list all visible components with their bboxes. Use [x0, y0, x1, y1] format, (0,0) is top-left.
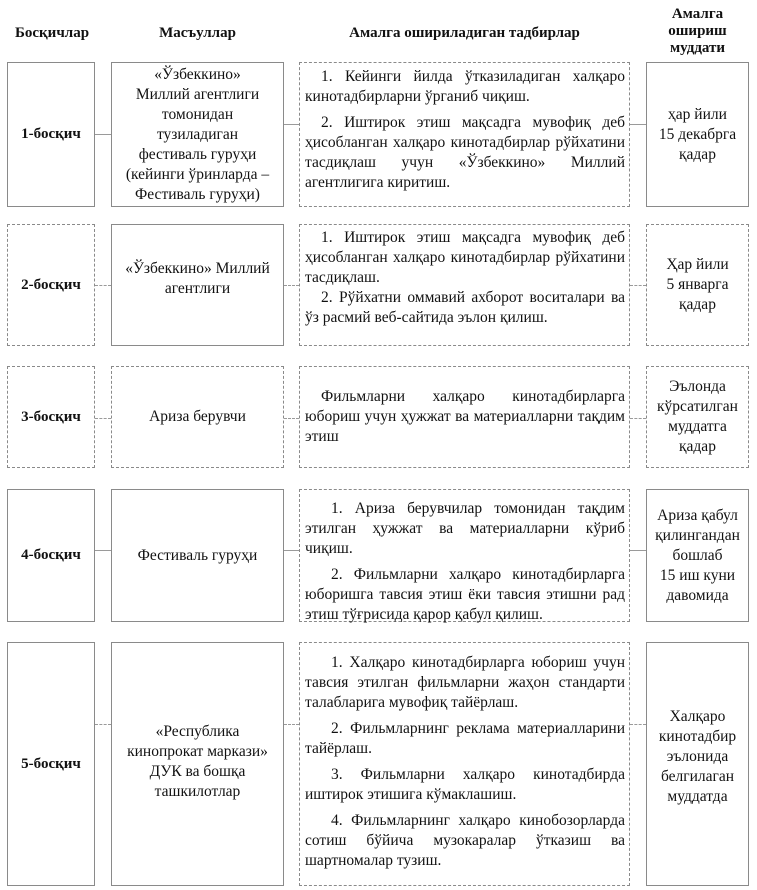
- deadline-line: кўрсатилган: [657, 398, 738, 415]
- action-item: 2. Фильмларни халқаро кинотадбирларга юборишга тавсия этиш ёки тавсия этишни рад этиш тўғрисида қарор қабул қилиш.: [305, 566, 625, 623]
- responsible-line: Фестиваль гуруҳи): [135, 185, 260, 203]
- responsible-line: «Ўзбеккино» Миллий: [125, 260, 270, 277]
- deadline-line: Эълонда: [669, 378, 726, 395]
- deadline-line: муддатга: [668, 418, 727, 435]
- deadline-line: 15 иш куни: [659, 566, 736, 584]
- deadline-line: бошлаб: [672, 546, 723, 564]
- deadline-line: 15 декабрга: [658, 125, 737, 143]
- deadline-line: белгилаган: [660, 768, 735, 785]
- responsible-text: [125, 722, 270, 802]
- header-deadline-line: ошириш: [668, 23, 727, 39]
- actions-text: [300, 225, 629, 328]
- responsible-text: [136, 546, 260, 566]
- connector-line: [284, 550, 299, 551]
- connector-line: [630, 550, 646, 551]
- connector-line: [630, 724, 646, 725]
- connector-line: [630, 418, 646, 419]
- header-deadline: [640, 6, 755, 57]
- stage-label: 5-босқич: [21, 755, 81, 772]
- deadline-line: ҳар йили: [668, 105, 727, 123]
- actions-text: [300, 643, 629, 871]
- stage-box: [7, 489, 95, 622]
- actions-text: [300, 387, 629, 447]
- connector-line: [284, 724, 299, 725]
- header-stages: Босқичлар: [14, 25, 90, 41]
- responsible-text: [124, 65, 271, 205]
- deadline-line: Ариза қабул: [657, 506, 738, 524]
- responsible-text: [123, 259, 272, 299]
- action-item: 1. Кейинги йилда ўтказиладиган халқаро кинотадбирларни ўрганиб чиқиш.: [305, 68, 625, 105]
- deadline-text: [664, 255, 730, 315]
- header-deadline-line: Амалга: [671, 6, 724, 22]
- action-item: Фильмларни халқаро кинотадбирларга юбориш учун ҳужжат ва материалларни тақдим этиш: [305, 388, 625, 445]
- responsible-line: томонидан: [161, 105, 234, 123]
- deadline-text: [653, 506, 742, 606]
- connector-line: [95, 550, 111, 551]
- responsible-line: (кейинги ўринларда –: [125, 165, 270, 183]
- responsible-box: [111, 489, 284, 622]
- deadline-box: [646, 642, 749, 886]
- responsible-line: Ариза берувчи: [149, 408, 246, 425]
- connector-line: [284, 418, 299, 419]
- header-responsible: Масъуллар: [159, 25, 236, 41]
- deadline-line: Халқаро: [669, 708, 726, 725]
- stage-box: [7, 62, 95, 207]
- stage-box: [7, 642, 95, 886]
- deadline-text: [657, 105, 738, 165]
- action-item: 1. Иштирок этиш мақсадга мувофиқ деб ҳисобланган халқаро кинотадбирлар рўйхатини тасдиқлаш.: [305, 229, 625, 286]
- deadline-line: Ҳар йили: [666, 256, 729, 273]
- deadline-line: қадар: [679, 438, 716, 455]
- responsible-line: Миллий агентлиги: [135, 85, 260, 103]
- actions-box: [299, 366, 630, 468]
- action-item: 4. Фильмларнинг халқаро кинобозорларда сотиш бўйича музокаралар ўтказиш ва шартномалар тузиш.: [305, 812, 625, 869]
- deadline-line: давомида: [666, 586, 729, 604]
- deadline-line: 5 январга: [666, 276, 729, 293]
- responsible-box: [111, 642, 284, 886]
- responsible-line: ДУК ва бошқа: [149, 763, 246, 780]
- actions-box: [299, 642, 630, 886]
- responsible-line: ташкилотлар: [154, 783, 241, 800]
- deadline-line: кинотадбир: [658, 728, 737, 745]
- connector-line: [95, 285, 111, 286]
- stage-label: 3-босқич: [21, 408, 81, 425]
- actions-box: [299, 224, 630, 346]
- deadline-text: [657, 707, 738, 807]
- connector-line: [630, 124, 646, 125]
- deadline-line: қадар: [679, 296, 716, 313]
- deadline-line: муддатда: [667, 788, 728, 805]
- deadline-line: қадар: [679, 145, 716, 163]
- actions-box: [299, 489, 630, 622]
- actions-box: [299, 62, 630, 207]
- responsible-line: кинопрокат маркази»: [127, 743, 268, 760]
- deadline-line: қилингандан: [655, 526, 740, 544]
- header-actions: Амалга ошириладиган тадбирлар: [349, 25, 580, 41]
- actions-text: [300, 490, 629, 625]
- deadline-text: [655, 377, 740, 457]
- header-deadline-line: муддати: [669, 40, 726, 56]
- responsible-box: [111, 224, 284, 346]
- connector-line: [95, 724, 111, 725]
- connector-line: [284, 124, 299, 125]
- responsible-line: «Ўзбеккино»: [154, 65, 241, 83]
- responsible-line: агентлиги: [164, 280, 231, 297]
- action-item: 1. Халқаро кинотадбирларга юбориш учун тавсия этилган фильмларни жаҳон стандарти талабларига мувофиқ тайёрлаш.: [305, 654, 625, 711]
- connector-line: [95, 418, 111, 419]
- deadline-box: [646, 366, 749, 468]
- stage-label: 2-босқич: [21, 276, 81, 293]
- stage-box: [7, 224, 95, 346]
- connector-line: [630, 285, 646, 286]
- action-item: 2. Иштирок этиш мақсадга мувофиқ деб ҳисобланган халқаро кинотадбирлар рўйхатини тасдиқлаш учун «Ўзбеккино» Миллий агентлигига киритиш.: [305, 114, 625, 191]
- responsible-text: [147, 407, 248, 427]
- connector-line: [95, 134, 111, 135]
- connector-line: [284, 285, 299, 286]
- actions-text: [300, 63, 629, 193]
- responsible-line: Фестиваль гуруҳи: [137, 546, 258, 564]
- responsible-box: [111, 62, 284, 207]
- stage-label: 4-босқич: [21, 547, 81, 563]
- deadline-box: [646, 489, 749, 622]
- responsible-line: тузиладиган: [156, 125, 239, 143]
- responsible-box: [111, 366, 284, 468]
- responsible-line: «Республика: [155, 723, 240, 740]
- action-item: 1. Ариза берувчилар томонидан тақдим этилган ҳужжат ва материалларни кўриб чиқиш.: [305, 500, 625, 557]
- action-item: 2. Рўйхатни оммавий ахборот воситалари ва ўз расмий веб-сайтида эълон қилиш.: [305, 289, 625, 326]
- stage-box: [7, 366, 95, 468]
- deadline-box: [646, 224, 749, 346]
- responsible-line: фестиваль гуруҳи: [138, 145, 257, 163]
- deadline-box: [646, 62, 749, 207]
- action-item: 2. Фильмларнинг реклама материалларини тайёрлаш.: [305, 720, 625, 757]
- stage-label: 1-босқич: [21, 126, 81, 142]
- deadline-line: эълонида: [666, 748, 729, 765]
- action-item: 3. Фильмларни халқаро кинотадбирда иштирок этишига кўмаклашиш.: [305, 766, 625, 803]
